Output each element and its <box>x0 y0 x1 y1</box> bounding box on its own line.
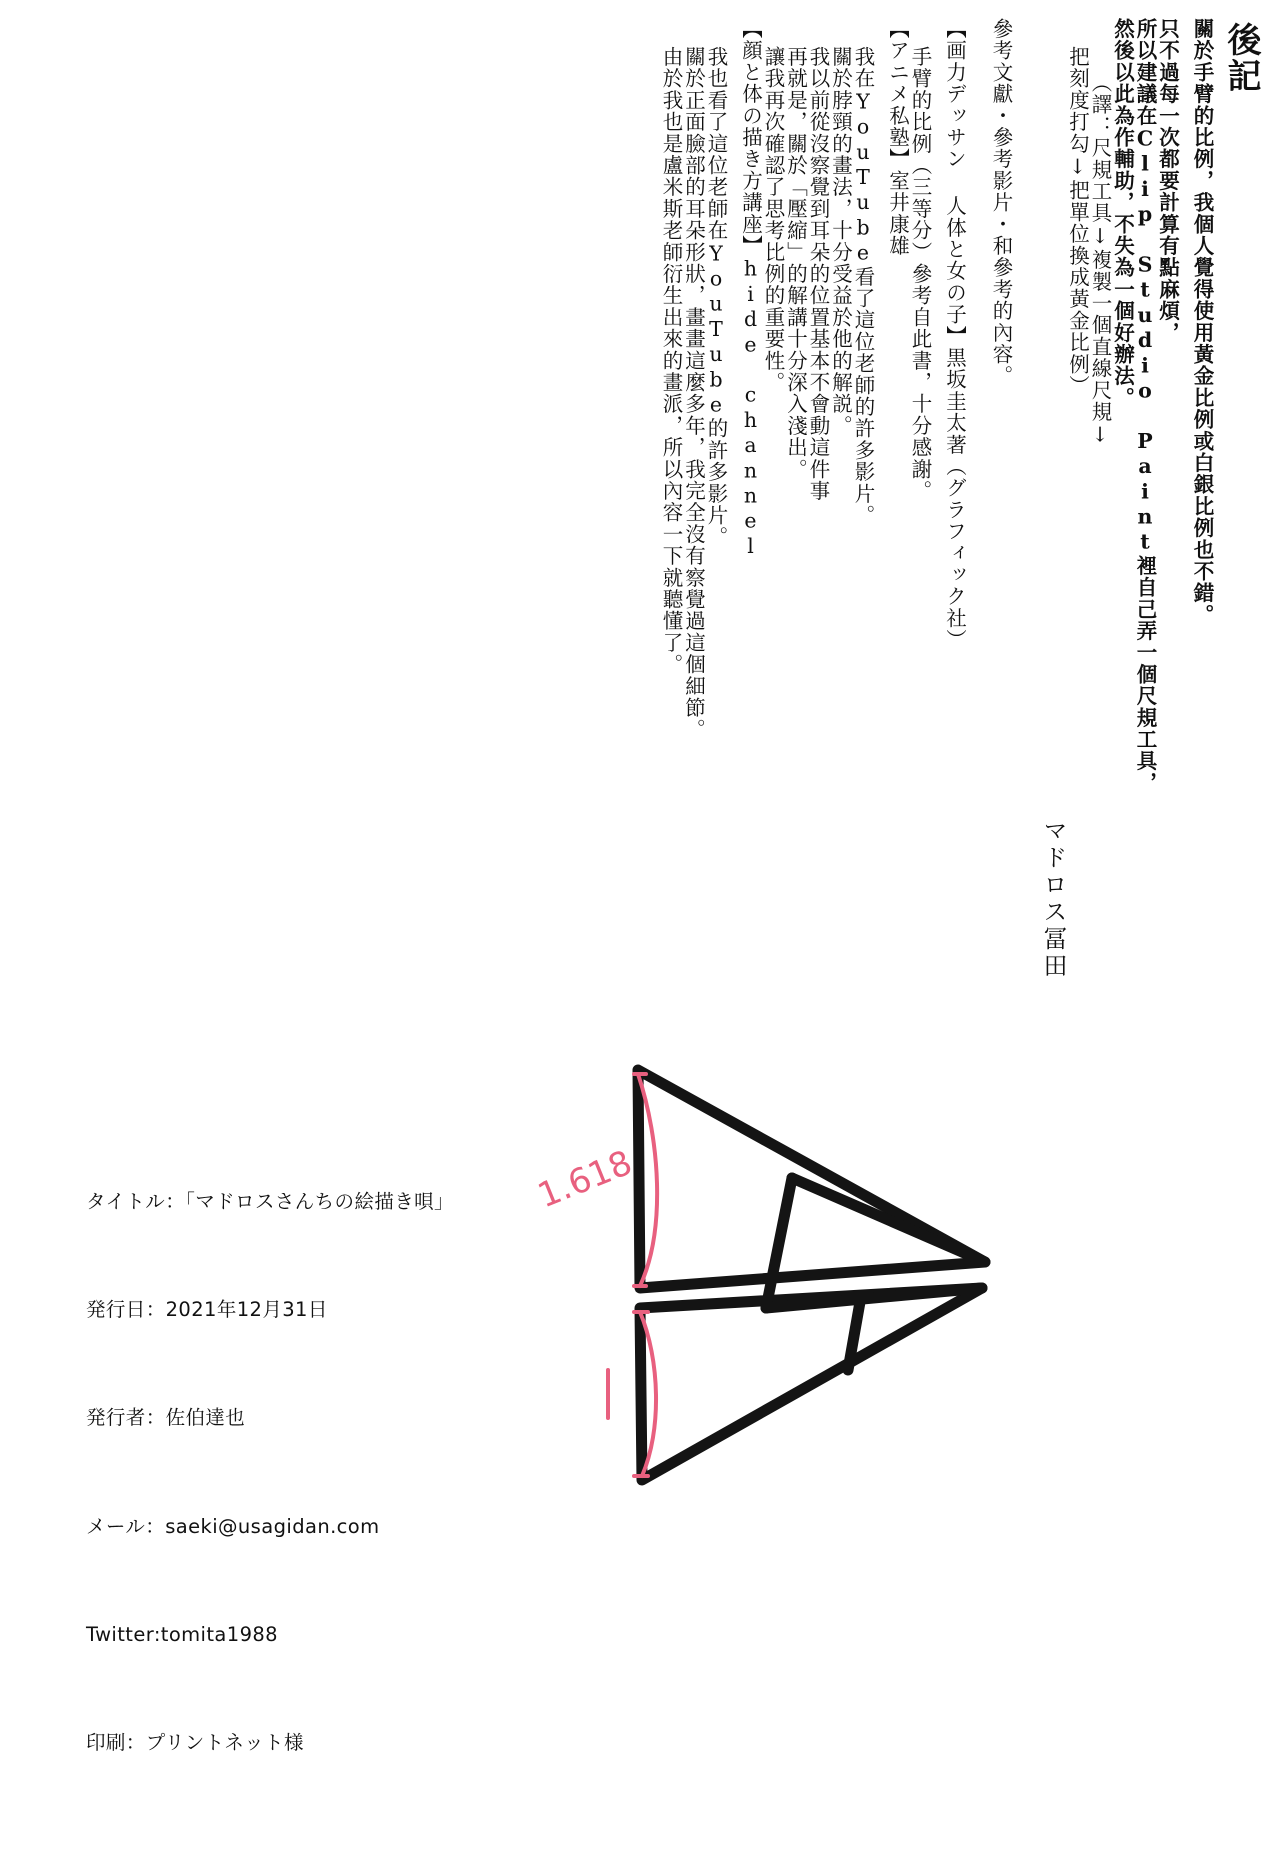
reference-book-note: 手臂的比例（三等分）參考自此書，十分感謝。 <box>908 46 932 502</box>
reference-anime-school-note-2: 關於脖頸的畫法，十分受益於他的解説。 <box>828 46 853 437</box>
afterword-line-5: （譯：尺規工具↓複製一個直線尺規↓ <box>1088 72 1112 448</box>
reference-anime-school-note-3: 我以前從沒察覺到耳朵的位置基本不會動這件事 <box>806 46 830 502</box>
diagram-measure-marks <box>608 1074 657 1476</box>
afterword-line-2: 只不過每一次都要計算有點麻煩， <box>1155 18 1180 344</box>
reference-anime-school-note-4: 再就是，關於「壓縮」的解講十分深入淺出。 <box>783 46 808 480</box>
references-heading: 參考文獻・參考影片・和參考的內容。 <box>989 18 1013 387</box>
colophon <box>86 1112 454 1797</box>
afterword-line-6: 把刻度打勾↓把單位換成黃金比例） <box>1065 46 1090 397</box>
afterword-line-1: 關於手臂的比例，我個人覺得使用黃金比例或白銀比例也不錯。 <box>1190 18 1214 626</box>
colophon-twitter: Twitter:tomita1988 <box>86 1622 278 1646</box>
reference-book-title: 【画力デッサン 人体と女の子】黒坂圭太著（グラフィック社） <box>942 18 967 651</box>
reference-hide-channel-note-2: 關於正面臉部的耳朵形狀，畫畫這麼多年，我完全沒有察覺過這個細節。 <box>681 46 706 741</box>
author-signature: マドロス冨田 <box>1039 818 1067 980</box>
colophon-printer: 印刷：プリントネット様 <box>86 1730 304 1754</box>
golden-ratio-diagram <box>530 1040 1050 1520</box>
reference-hide-channel-title: 【顔と体の描き方講座】hide channel <box>738 18 763 560</box>
colophon-publisher: 発行者：佐伯達也 <box>86 1406 246 1430</box>
reference-hide-channel-note-1: 我也看了這位老師在YouTube的許多影片。 <box>704 46 728 548</box>
colophon-email: メール：saeki@usagidan.com <box>86 1514 380 1538</box>
reference-anime-school-note-1: 我在YouTube看了這位老師的許多影片。 <box>851 46 875 527</box>
reference-hide-channel-note-3: 由於我也是盧米斯老師衍生出來的畫派，所以內容一下就聽懂了。 <box>659 46 683 676</box>
golden-ratio-label: 1.618 <box>532 1142 638 1217</box>
reference-anime-school-note-5: 讓我再次確認了思考比例的重要性。 <box>761 46 785 394</box>
reference-anime-school-title: 【アニメ私塾】室井康雄 <box>885 18 910 257</box>
colophon-title-line: タイトル：「マドロスさんちの絵描き唄」 <box>86 1189 454 1213</box>
diagram-strokes <box>638 1070 985 1480</box>
afterword-line-3: 所以建議在Clip Studio Paint裡自己弄一個尺規工具， <box>1133 18 1157 794</box>
afterword-line-4: 然後以此為作輔助，不失為一個好辦法。 <box>1110 18 1135 409</box>
page-title: 後記 <box>1221 22 1261 94</box>
colophon-publish-date: 発行日：2021年12月31日 <box>86 1298 328 1322</box>
